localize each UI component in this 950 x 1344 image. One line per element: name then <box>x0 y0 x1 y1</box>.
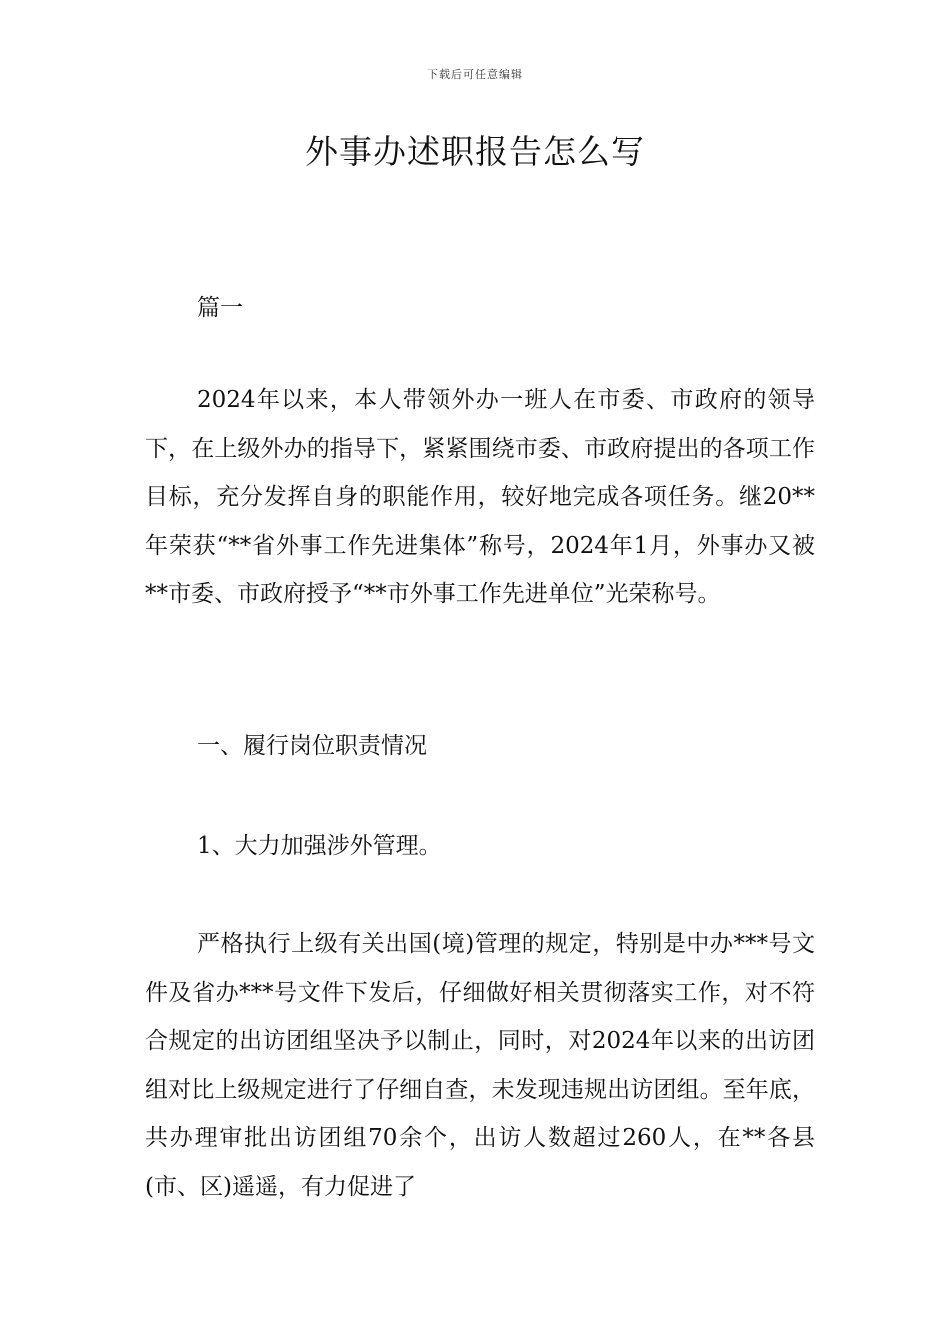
subsection-heading: 1、大力加强涉外管理。 <box>197 833 442 859</box>
section-label: 篇一 <box>197 295 243 321</box>
header-note: 下载后可任意编辑 <box>427 68 523 81</box>
paragraph-body: 严格执行上级有关出国(境)管理的规定，特别是中办***号文件及省办***号文件下发后，仔细做好相关贯彻落实工作，对不符合规定的出访团组坚决予以制止，同时，对2024年以来的出访团组对比上级规定进行了仔细自查，未发现违规出访团组。至年底，共办理审批出访团组70余个，出访人数超过260人，在**各县(市、区)遥遥，有力促进了 <box>145 931 815 1200</box>
paragraph-intro: 2024年以来，本人带领外办一班人在市委、市政府的领导下，在上级外办的指导下，紧紧围绕市委、市政府提出的各项工作目标，充分发挥自身的职能作用，较好地完成各项任务。继20**年荣获“**省外事工作先进集体”称号，2024年1月，外事办又被**市委、市政府授予“**市外事工作先进单位”光荣称号。 <box>145 387 815 607</box>
document-title: 外事办述职报告怎么写 <box>305 132 645 171</box>
section-heading: 一、履行岗位职责情况 <box>197 733 427 759</box>
